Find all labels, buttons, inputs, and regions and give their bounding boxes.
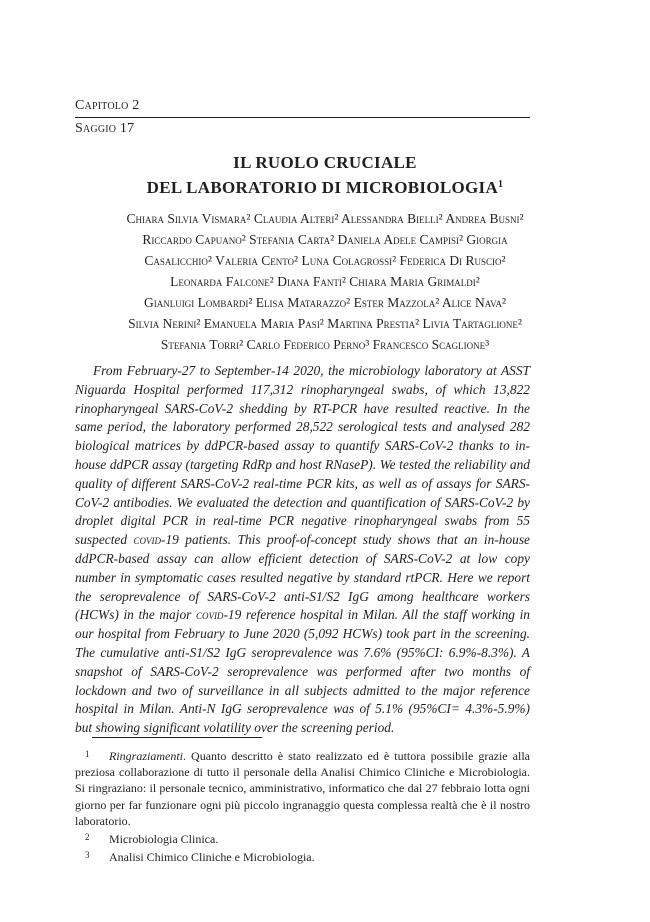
author-line: Chiara Silvia Vismara² Claudia Alteri² Alessandra Bielli² Andrea Busni²	[126, 211, 524, 226]
title-line-1: IL RUOLO CRUCIALE	[233, 153, 417, 172]
title-footnote-mark: 1	[498, 179, 504, 190]
title-line-2: DEL LABORATORIO DI MICROBIOLOGIA$^1$	[146, 178, 504, 197]
author-line: Leonarda Falcone² Diana Fanti² Chiara Maria Grimaldi²	[170, 274, 480, 289]
author-list	[70, 208, 580, 355]
author-line: Casalicchio² Valeria Cento² Luna Colagrossi² Federica Di Ruscio²	[144, 253, 506, 268]
footnote-separator	[92, 737, 262, 738]
footnote-2: 2 Microbiologia Clinica.	[85, 832, 219, 847]
author-line: Gianluigi Lombardi² Elisa Matarazzo² Ester Mazzola² Alice Nava²	[144, 295, 506, 310]
author-line: Stefania Torri² Carlo Federico Perno³ Francesco Scaglione³	[160, 337, 490, 352]
abstract: From February-27 to September-14 2020, the microbiology laboratory at ASST Niguarda Hospital performed 117,312 rinopharyngeal swabs, of which 13,822 rinopharyngeal SARS-CoV-2 shedding by RT-PCR have resulted reactive. In the same period, the laboratory performed 28,522 serological tests and analysed 282 biological matrices by ddPCR-based assay to quantify SARS-CoV-2 thanks to in-house ddPCR assay (targeting RdRp and host RNaseP). We tested the reliability and quality of different SARS-CoV-2 real-time PCR kits, as well as of assays for SARS-CoV-2 antibodies. We evaluated the detection and quantification of SARS-CoV-2 by droplet digital PCR in real-time PCR negative rinopharyngeal swabs from 55 suspected covid-19 patients. This proof-of-concept study shows that an in-house ddPCR-based assay can allow efficient detection of SARS-CoV-2 at low copy number in symptomatic cases resulted negative by standard rtPCR. Here we report the seroprevalence of SARS-CoV-2 anti-S1/S2 IgG among healthcare workers (HCWs) in the major covid-19 reference hospital in Milan. All the staff working in our hospital from February to June 2020 (5,092 HCWs) took part in the screening. The cumulative anti-S1/S2 IgG seroprevalence was 7.6% (95%CI: 6.9%-8.3%). A snapshot of SARS-CoV-2 seroprevalence was performed after two months of lockdown and two of surveillance in all subjects admitted to the major reference hospital in Milan. Anti-N IgG seroprevalence was of 5.1% (95%CI= 4.3%-5.9%) but showing significant volatility over the screening period.	[75, 363, 530, 736]
running-header	[75, 97, 530, 138]
footnote-3: 3 Analisi Chimico Cliniche e Microbiologia.	[85, 850, 315, 865]
author-line: Riccardo Capuano² Stefania Carta² Daniela Adele Campisi² Giorgia	[142, 232, 508, 247]
chapter-label: Capitolo 2	[75, 98, 140, 113]
essay-label: Saggio 17	[75, 121, 135, 136]
footnotes	[75, 746, 530, 865]
header-rule	[75, 117, 530, 118]
article-title	[75, 152, 575, 199]
author-line: Silvia Nerini² Emanuela Maria Pasi² Martina Prestia² Livia Tartaglione²	[128, 316, 522, 331]
footnote-1: 1 Ringraziamenti. Quanto descritto è stato realizzato ed è tuttora possibile grazie alla preziosa collaborazione di tutto il personale della Analisi Chimico Cliniche e Microbiologia. Si ringraziano: il personale tecnico, amministrativo, informatico che dal 27 febbraio lotta ogni giorno per far funzionare ogni più piccolo ingranaggio questa complessa realtà che è il nostro laboratorio.	[75, 749, 530, 828]
